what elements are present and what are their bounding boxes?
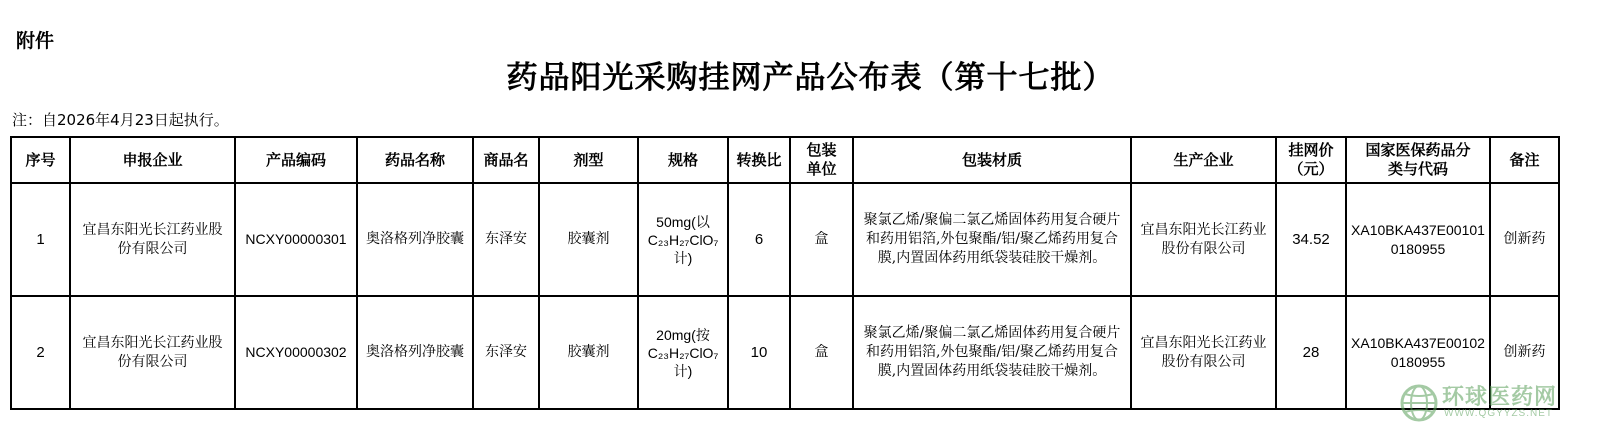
cell-nhsa-code: XA10BKA437E001020180955 xyxy=(1346,296,1490,409)
cell-unit: 盒 xyxy=(790,296,853,409)
header-spec: 规格 xyxy=(638,137,728,183)
cell-ratio: 6 xyxy=(728,183,790,296)
header-seq: 序号 xyxy=(11,137,70,183)
header-dosage-form: 剂型 xyxy=(539,137,638,183)
header-manufacturer: 生产企业 xyxy=(1131,137,1276,183)
cell-drug-name: 奥洛格列净胶囊 xyxy=(357,296,473,409)
header-row xyxy=(11,137,1559,183)
header-ratio: 转换比 xyxy=(728,137,790,183)
cell-product-code: NCXY00000302 xyxy=(235,296,357,409)
cell-material: 聚氯乙烯/聚偏二氯乙烯固体药用复合硬片和药用铝箔,外包聚酯/铝/聚乙烯药用复合膜,内置固体药用纸袋装硅胶干燥剂。 xyxy=(853,183,1131,296)
page-title: 药品阳光采购挂网产品公布表（第十七批） xyxy=(506,60,1115,96)
header-drug-name: 药品名称 xyxy=(357,137,473,183)
cell-seq: 2 xyxy=(11,296,70,409)
cell-brand: 东泽安 xyxy=(473,296,539,409)
watermark-name: 环球医药网 xyxy=(1442,385,1558,410)
cell-nhsa-code: XA10BKA437E001010180955 xyxy=(1346,183,1490,296)
header-material: 包装材质 xyxy=(853,137,1131,183)
header-nhsa-code: 国家医保药品分类与代码 xyxy=(1346,137,1490,183)
cell-material: 聚氯乙烯/聚偏二氯乙烯固体药用复合硬片和药用铝箔,外包聚酯/铝/聚乙烯药用复合膜,内置固体药用纸袋装硅胶干燥剂。 xyxy=(853,296,1131,409)
product-table xyxy=(10,136,1560,410)
table-row xyxy=(11,183,1559,296)
header-price: 挂网价（元） xyxy=(1276,137,1346,183)
watermark-url: WWW.QGYYZS.NET xyxy=(1444,408,1553,419)
cell-manufacturer: 宜昌东阳光长江药业股份有限公司 xyxy=(1131,296,1276,409)
cell-dosage-form: 胶囊剂 xyxy=(539,296,638,409)
cell-spec: 50mg(以C₂₃H₂₇ClO₇计) xyxy=(638,183,728,296)
cell-price: 28 xyxy=(1276,296,1346,409)
header-product-code: 产品编码 xyxy=(235,137,357,183)
header-unit: 包装单位 xyxy=(790,137,853,183)
globe-icon xyxy=(1398,382,1440,424)
cell-seq: 1 xyxy=(11,183,70,296)
cell-price: 34.52 xyxy=(1276,183,1346,296)
header-company: 申报企业 xyxy=(70,137,235,183)
cell-spec: 20mg(按C₂₃H₂₇ClO₇计) xyxy=(638,296,728,409)
header-remark: 备注 xyxy=(1490,137,1559,183)
cell-dosage-form: 胶囊剂 xyxy=(539,183,638,296)
cell-remark: 创新药 xyxy=(1490,296,1559,409)
header-brand: 商品名 xyxy=(473,137,539,183)
site-watermark xyxy=(1398,378,1620,430)
attachment-label: 附件 xyxy=(16,30,55,52)
cell-brand: 东泽安 xyxy=(473,183,539,296)
cell-company: 宜昌东阳光长江药业股份有限公司 xyxy=(70,183,235,296)
table-row xyxy=(11,296,1559,409)
cell-company: 宜昌东阳光长江药业股份有限公司 xyxy=(70,296,235,409)
cell-remark: 创新药 xyxy=(1490,183,1559,296)
cell-drug-name: 奥洛格列净胶囊 xyxy=(357,183,473,296)
cell-manufacturer: 宜昌东阳光长江药业股份有限公司 xyxy=(1131,183,1276,296)
cell-unit: 盒 xyxy=(790,183,853,296)
cell-product-code: NCXY00000301 xyxy=(235,183,357,296)
cell-ratio: 10 xyxy=(728,296,790,409)
effective-date-note: 注：自2026年4月23日起执行。 xyxy=(12,111,229,129)
